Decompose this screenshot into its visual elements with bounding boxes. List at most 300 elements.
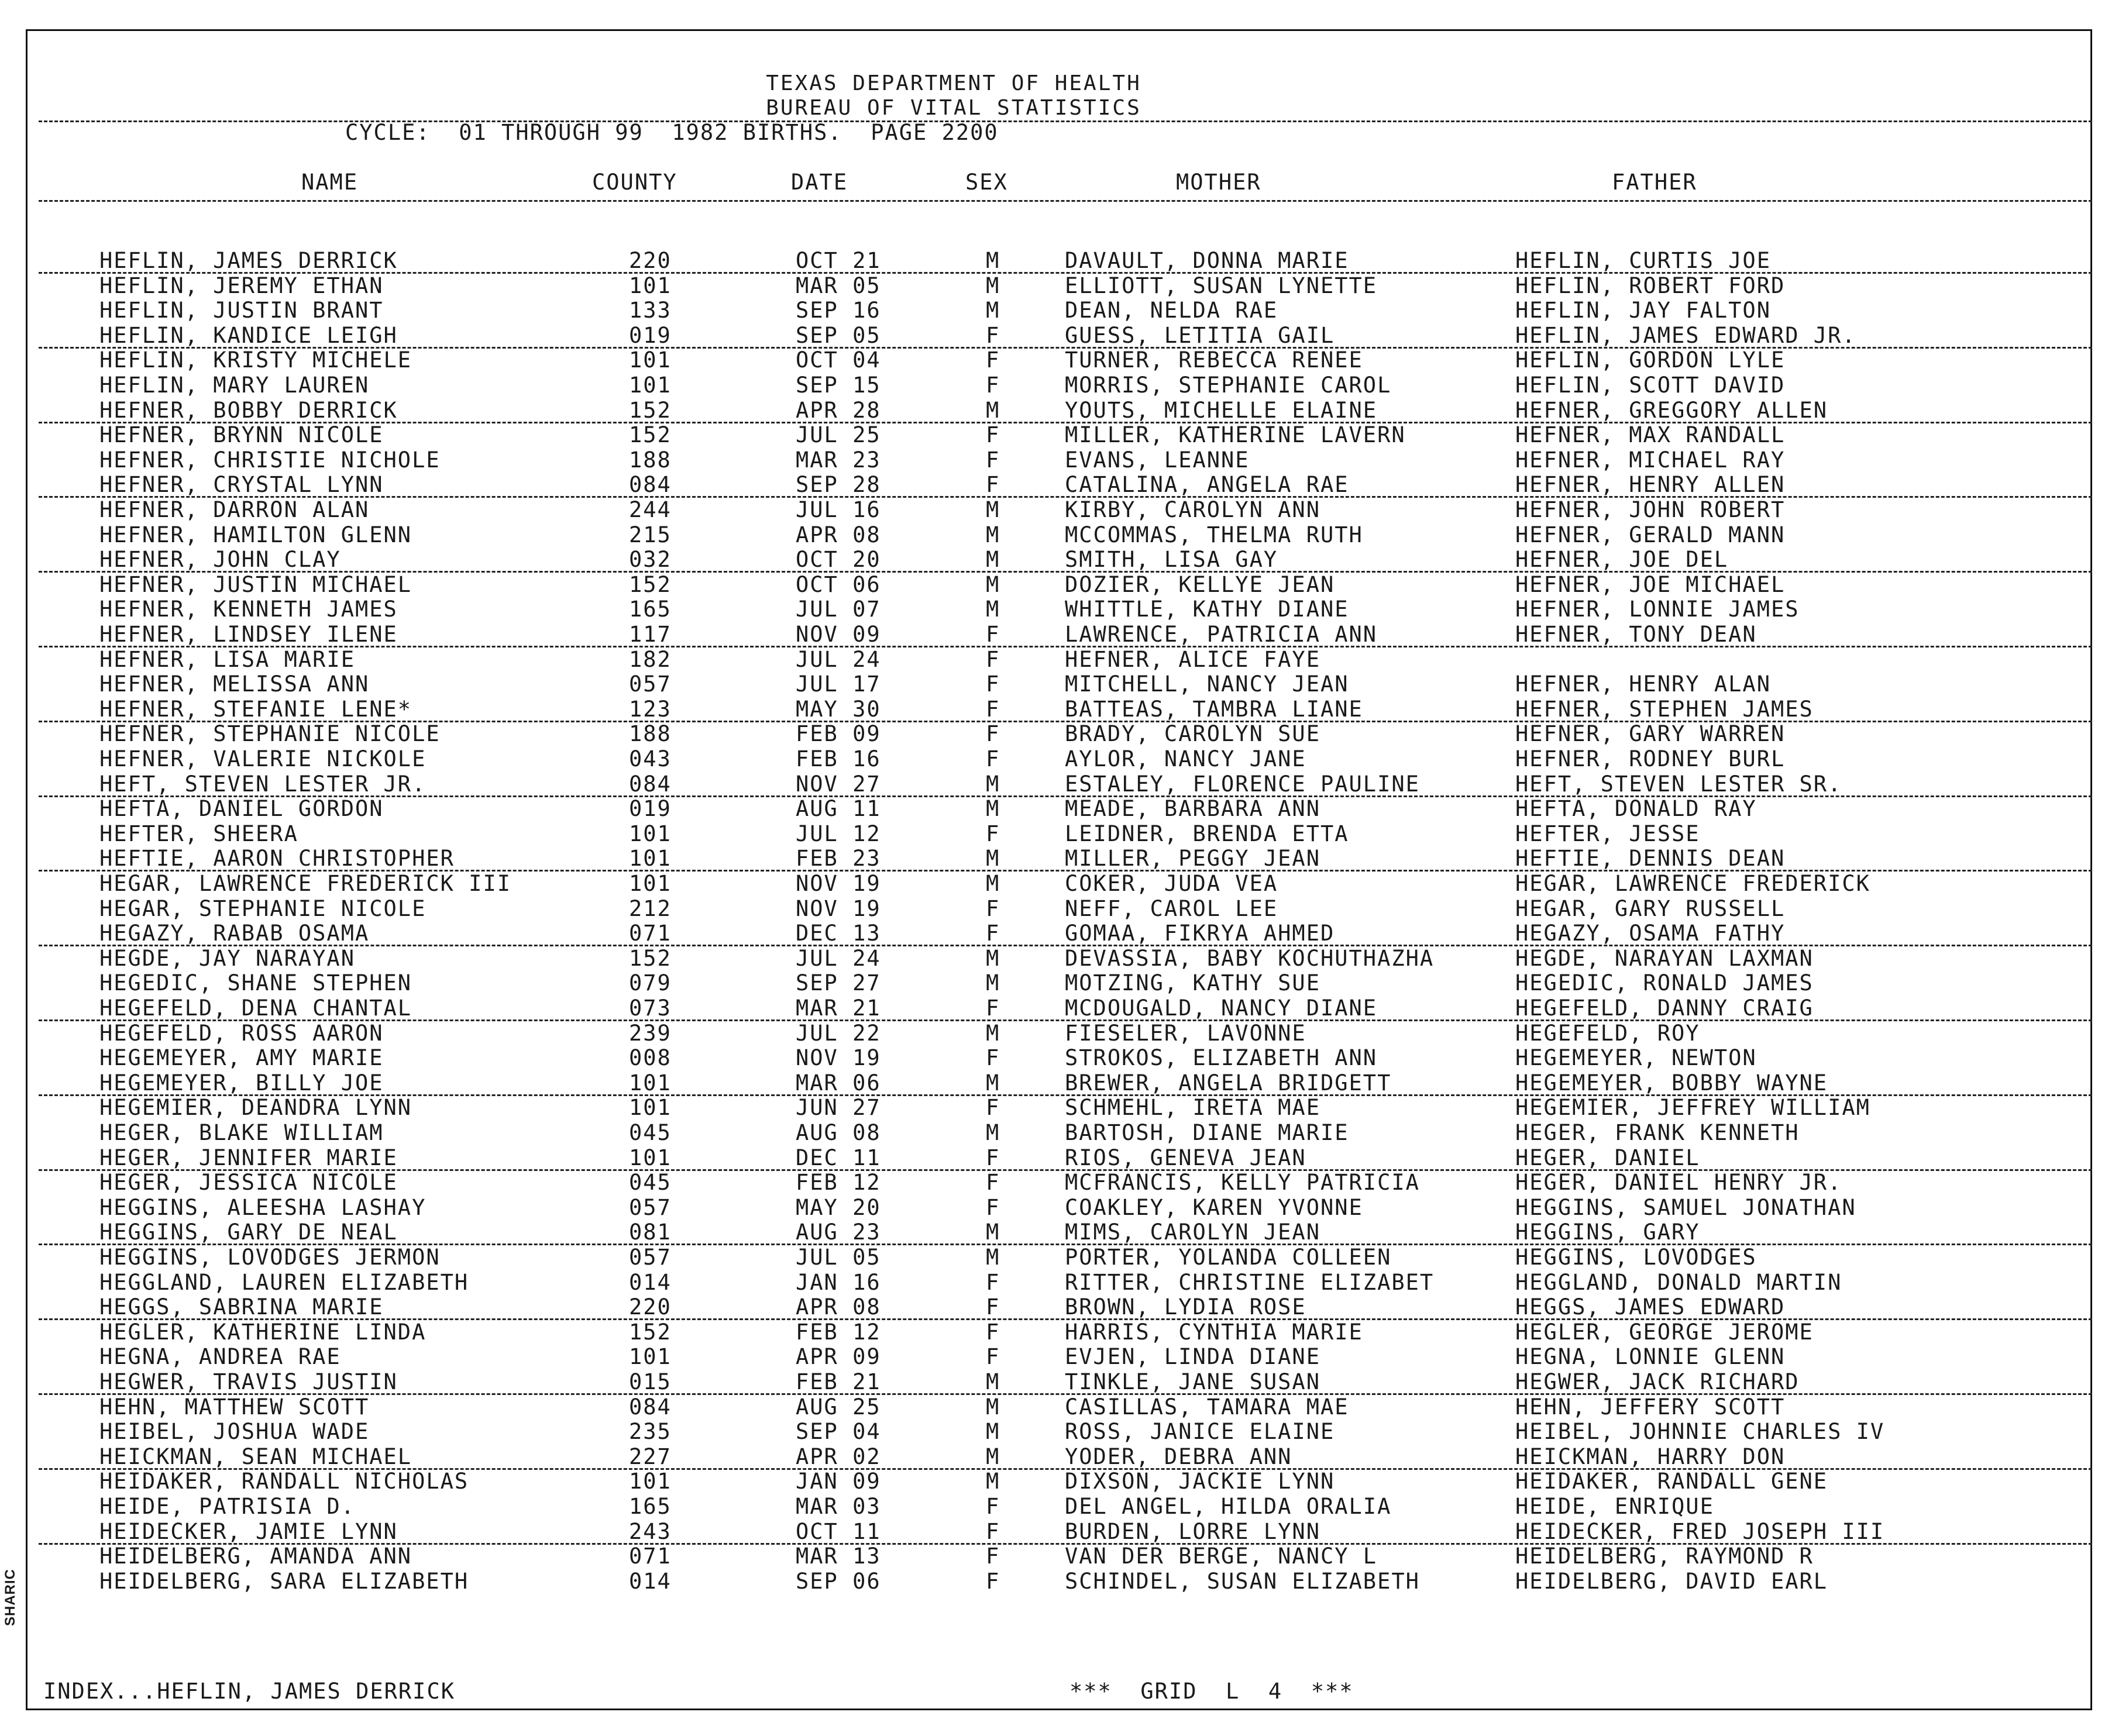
cell-date: FEB 09 xyxy=(796,721,881,747)
cell-mother: MCCOMMAS, THELMA RUTH xyxy=(1065,522,1363,547)
cell-date: APR 28 xyxy=(796,397,881,423)
cell-name: HEFNER, BRYNN NICOLE xyxy=(99,422,384,448)
cell-sex: F xyxy=(986,347,1000,373)
cell-name: HEFNER, VALERIE NICKOLE xyxy=(99,746,427,771)
cell-father: HEIDELBERG, DAVID EARL xyxy=(1515,1568,1828,1594)
cell-mother: BARTOSH, DIANE MARIE xyxy=(1065,1120,1349,1145)
cell-mother: LEIDNER, BRENDA ETTA xyxy=(1065,821,1349,846)
cell-date: FEB 21 xyxy=(796,1369,881,1394)
cell-father: HEFNER, JOE DEL xyxy=(1515,547,1729,573)
cell-father: HEFLIN, CURTIS JOE xyxy=(1515,248,1771,273)
cell-father: HEHN, JEFFERY SCOTT xyxy=(1515,1394,1786,1420)
cell-sex: M xyxy=(986,796,1000,822)
cell-mother: STROKOS, ELIZABETH ANN xyxy=(1065,1045,1378,1071)
cell-father: HEFLIN, GORDON LYLE xyxy=(1515,347,1786,373)
cell-mother: AYLOR, NANCY JANE xyxy=(1065,746,1306,771)
cell-father: HEFNER, STEPHEN JAMES xyxy=(1515,696,1814,722)
cell-county: 045 xyxy=(629,1170,672,1196)
cell-mother: DAVAULT, DONNA MARIE xyxy=(1065,248,1349,273)
column-header-sex: SEX xyxy=(965,170,1008,195)
cell-sex: M xyxy=(986,1020,1000,1046)
cell-mother: LAWRENCE, PATRICIA ANN xyxy=(1065,622,1378,647)
cell-father: HEGGINS, GARY xyxy=(1515,1220,1700,1245)
cell-sex: M xyxy=(986,273,1000,298)
cell-mother: MITCHELL, NANCY JEAN xyxy=(1065,671,1349,697)
cell-father: HEGEFELD, DANNY CRAIG xyxy=(1515,996,1814,1021)
cell-name: HEGEMEYER, BILLY JOE xyxy=(99,1070,384,1096)
cell-father: HEGDE, NARAYAN LAXMAN xyxy=(1515,945,1814,971)
cell-date: MAR 06 xyxy=(796,1070,881,1096)
cell-name: HEGAR, STEPHANIE NICOLE xyxy=(99,895,427,921)
cell-father: HEFNER, TONY DEAN xyxy=(1515,622,1757,647)
cell-sex: F xyxy=(986,447,1000,473)
cell-father: HEFTER, JESSE xyxy=(1515,821,1700,846)
cell-mother: COKER, JUDA VEA xyxy=(1065,871,1278,896)
cell-date: NOV 09 xyxy=(796,622,881,647)
cell-sex: F xyxy=(986,1518,1000,1544)
cell-name: HEGGINS, LOVODGES JERMON xyxy=(99,1245,441,1270)
cell-father: HEGEMEYER, NEWTON xyxy=(1515,1045,1757,1071)
cell-mother: MILLER, KATHERINE LAVERN xyxy=(1065,422,1406,448)
cell-sex: F xyxy=(986,1544,1000,1569)
cell-name: HEFNER, STEFANIE LENE* xyxy=(99,696,412,722)
cell-mother: BURDEN, LORRE LYNN xyxy=(1065,1518,1320,1544)
cell-mother: RITTER, CHRISTINE ELIZABET xyxy=(1065,1269,1435,1295)
cell-mother: GUESS, LETITIA GAIL xyxy=(1065,322,1335,348)
cell-name: HEFLIN, JAMES DERRICK xyxy=(99,248,398,273)
cell-mother: FIESELER, LAVONNE xyxy=(1065,1020,1306,1046)
cell-county: 152 xyxy=(629,945,672,971)
cell-county: 101 xyxy=(629,1145,672,1170)
cell-mother: KIRBY, CAROLYN ANN xyxy=(1065,497,1320,522)
cell-date: SEP 06 xyxy=(796,1568,881,1594)
column-header-divider xyxy=(39,200,2092,202)
cell-sex: F xyxy=(986,1494,1000,1519)
cell-date: JAN 09 xyxy=(796,1469,881,1494)
cell-date: OCT 11 xyxy=(796,1518,881,1544)
cell-sex: M xyxy=(986,945,1000,971)
cell-sex: F xyxy=(986,1170,1000,1196)
cell-sex: F xyxy=(986,472,1000,498)
cell-name: HEGER, BLAKE WILLIAM xyxy=(99,1120,384,1145)
cell-name: HEFNER, JOHN CLAY xyxy=(99,547,341,573)
cell-date: MAR 21 xyxy=(796,996,881,1021)
cell-county: 152 xyxy=(629,1319,672,1345)
cell-father: HEGEMIER, JEFFREY WILLIAM xyxy=(1515,1095,1870,1121)
cell-mother: SMITH, LISA GAY xyxy=(1065,547,1278,573)
cell-date: JUL 24 xyxy=(796,646,881,672)
cell-sex: M xyxy=(986,1245,1000,1270)
cell-mother: COAKLEY, KAREN YVONNE xyxy=(1065,1194,1363,1220)
cell-sex: F xyxy=(986,1294,1000,1320)
cell-sex: F xyxy=(986,1568,1000,1594)
cell-mother: PORTER, YOLANDA COLLEEN xyxy=(1065,1245,1392,1270)
cell-mother: TINKLE, JANE SUSAN xyxy=(1065,1369,1320,1394)
cell-county: 152 xyxy=(629,397,672,423)
cell-name: HEFLIN, JEREMY ETHAN xyxy=(99,273,384,298)
cell-name: HEFLIN, KRISTY MICHELE xyxy=(99,347,412,373)
cell-mother: BREWER, ANGELA BRIDGETT xyxy=(1065,1070,1392,1096)
cell-father: HEGLER, GEORGE JEROME xyxy=(1515,1319,1814,1345)
cell-date: JUL 24 xyxy=(796,945,881,971)
cell-father: HEFTA, DONALD RAY xyxy=(1515,796,1757,822)
cell-county: 057 xyxy=(629,1245,672,1270)
cell-date: AUG 11 xyxy=(796,796,881,822)
cell-name: HEFT, STEVEN LESTER JR. xyxy=(99,771,427,797)
cell-name: HEFNER, CHRISTIE NICHOLE xyxy=(99,447,441,473)
cell-father: HEFT, STEVEN LESTER SR. xyxy=(1515,771,1842,797)
cell-county: 123 xyxy=(629,696,672,722)
cell-father: HEGEFELD, ROY xyxy=(1515,1020,1700,1046)
cell-sex: M xyxy=(986,522,1000,547)
cell-name: HEIDAKER, RANDALL NICHOLAS xyxy=(99,1469,469,1494)
cell-father: HEGER, FRANK KENNETH xyxy=(1515,1120,1800,1145)
cell-county: 019 xyxy=(629,796,672,822)
cell-father: HEIDAKER, RANDALL GENE xyxy=(1515,1469,1828,1494)
column-header-name: NAME xyxy=(301,170,359,195)
header-bureau: BUREAU OF VITAL STATISTICS xyxy=(766,96,1141,120)
cell-father: HEGAR, LAWRENCE FREDERICK xyxy=(1515,871,1870,896)
cell-name: HEGAZY, RABAB OSAMA xyxy=(99,921,370,946)
cell-county: 071 xyxy=(629,1544,672,1569)
cell-sex: M xyxy=(986,248,1000,273)
cell-mother: YODER, DEBRA ANN xyxy=(1065,1444,1292,1469)
cell-date: DEC 13 xyxy=(796,921,881,946)
cell-date: JUN 27 xyxy=(796,1095,881,1121)
cell-date: FEB 12 xyxy=(796,1319,881,1345)
cell-county: 101 xyxy=(629,1070,672,1096)
cell-mother: CASILLAS, TAMARA MAE xyxy=(1065,1394,1349,1420)
cell-father: HEFTIE, DENNIS DEAN xyxy=(1515,846,1786,872)
cell-father: HEGAZY, OSAMA FATHY xyxy=(1515,921,1786,946)
cell-mother: RIOS, GENEVA JEAN xyxy=(1065,1145,1306,1170)
cell-father: HEIDE, ENRIQUE xyxy=(1515,1494,1714,1519)
footer-grid: *** GRID L 4 *** xyxy=(1069,1679,1354,1704)
cell-father: HEGWER, JACK RICHARD xyxy=(1515,1369,1800,1394)
cell-name: HEFNER, BOBBY DERRICK xyxy=(99,397,398,423)
cell-county: 014 xyxy=(629,1568,672,1594)
cell-county: 101 xyxy=(629,1469,672,1494)
cell-county: 117 xyxy=(629,622,672,647)
cell-date: SEP 28 xyxy=(796,472,881,498)
cell-father: HEGGINS, SAMUEL JONATHAN xyxy=(1515,1194,1856,1220)
cell-sex: F xyxy=(986,422,1000,448)
cell-mother: DEAN, NELDA RAE xyxy=(1065,298,1278,323)
cell-mother: EVJEN, LINDA DIANE xyxy=(1065,1344,1320,1370)
cell-sex: F xyxy=(986,1145,1000,1170)
side-label: SHARIC xyxy=(2,1568,18,1626)
cell-name: HEGEFELD, DENA CHANTAL xyxy=(99,996,412,1021)
cell-mother: HARRIS, CYNTHIA MARIE xyxy=(1065,1319,1363,1345)
cell-mother: BATTEAS, TAMBRA LIANE xyxy=(1065,696,1363,722)
cell-date: FEB 23 xyxy=(796,846,881,872)
cell-county: 152 xyxy=(629,571,672,597)
cell-father: HEIBEL, JOHNNIE CHARLES IV xyxy=(1515,1419,1885,1445)
cell-sex: M xyxy=(986,1070,1000,1096)
cell-father: HEICKMAN, HARRY DON xyxy=(1515,1444,1786,1469)
cell-mother: WHITTLE, KATHY DIANE xyxy=(1065,597,1349,622)
cell-date: JUL 17 xyxy=(796,671,881,697)
cell-county: 081 xyxy=(629,1220,672,1245)
cell-name: HEFNER, LINDSEY ILENE xyxy=(99,622,398,647)
cell-date: SEP 27 xyxy=(796,970,881,996)
cell-date: MAY 30 xyxy=(796,696,881,722)
cell-father: HEGER, DANIEL HENRY JR. xyxy=(1515,1170,1842,1196)
cell-name: HEFLIN, MARY LAUREN xyxy=(99,373,370,398)
cell-date: SEP 15 xyxy=(796,373,881,398)
cell-sex: F xyxy=(986,895,1000,921)
cell-mother: MOTZING, KATHY SUE xyxy=(1065,970,1320,996)
cell-county: 244 xyxy=(629,497,672,522)
cell-sex: M xyxy=(986,1419,1000,1445)
cell-name: HEFNER, CRYSTAL LYNN xyxy=(99,472,384,498)
cell-father: HEFNER, GARY WARREN xyxy=(1515,721,1786,747)
cell-father: HEGGINS, LOVODGES xyxy=(1515,1245,1757,1270)
cell-county: 019 xyxy=(629,322,672,348)
cell-county: 182 xyxy=(629,646,672,672)
cell-mother: VAN DER BERGE, NANCY L xyxy=(1065,1544,1378,1569)
cell-name: HEGAR, LAWRENCE FREDERICK III xyxy=(99,871,512,896)
cell-county: 101 xyxy=(629,1095,672,1121)
cell-date: NOV 19 xyxy=(796,1045,881,1071)
cell-name: HEFNER, JUSTIN MICHAEL xyxy=(99,571,412,597)
cell-sex: M xyxy=(986,597,1000,622)
cell-county: 215 xyxy=(629,522,672,547)
cell-county: 057 xyxy=(629,671,672,697)
cell-sex: M xyxy=(986,547,1000,573)
cell-county: 220 xyxy=(629,248,672,273)
cell-date: OCT 20 xyxy=(796,547,881,573)
cell-date: SEP 04 xyxy=(796,1419,881,1445)
cell-father: HEFLIN, ROBERT FORD xyxy=(1515,273,1786,298)
cell-name: HEIDE, PATRISIA D. xyxy=(99,1494,355,1519)
cell-sex: F xyxy=(986,671,1000,697)
cell-mother: MORRIS, STEPHANIE CAROL xyxy=(1065,373,1392,398)
column-header-county: COUNTY xyxy=(592,170,677,195)
column-header-date: DATE xyxy=(791,170,848,195)
cell-father: HEFNER, HENRY ALLEN xyxy=(1515,472,1786,498)
cell-county: 101 xyxy=(629,273,672,298)
cell-sex: M xyxy=(986,298,1000,323)
cell-county: 032 xyxy=(629,547,672,573)
cell-date: JUL 05 xyxy=(796,1245,881,1270)
cell-county: 133 xyxy=(629,298,672,323)
cell-date: JAN 16 xyxy=(796,1269,881,1295)
cell-date: FEB 12 xyxy=(796,1170,881,1196)
cell-name: HEIDECKER, JAMIE LYNN xyxy=(99,1518,398,1544)
cell-mother: SCHMEHL, IRETA MAE xyxy=(1065,1095,1320,1121)
cell-father: HEGEDIC, RONALD JAMES xyxy=(1515,970,1814,996)
cell-date: FEB 16 xyxy=(796,746,881,771)
column-header-mother: MOTHER xyxy=(1176,170,1261,195)
cell-sex: F xyxy=(986,622,1000,647)
cell-county: 101 xyxy=(629,1344,672,1370)
cell-county: 101 xyxy=(629,871,672,896)
cell-name: HEGLER, KATHERINE LINDA xyxy=(99,1319,427,1345)
cell-mother: DEL ANGEL, HILDA ORALIA xyxy=(1065,1494,1392,1519)
cell-sex: F xyxy=(986,821,1000,846)
cell-mother: HEFNER, ALICE FAYE xyxy=(1065,646,1320,672)
cell-date: SEP 05 xyxy=(796,322,881,348)
cell-name: HEGER, JENNIFER MARIE xyxy=(99,1145,398,1170)
cell-father: HEFNER, RODNEY BURL xyxy=(1515,746,1786,771)
cell-sex: F xyxy=(986,996,1000,1021)
cell-date: JUL 16 xyxy=(796,497,881,522)
cell-name: HEGGINS, ALEESHA LASHAY xyxy=(99,1194,427,1220)
cell-county: 084 xyxy=(629,771,672,797)
cell-date: MAR 05 xyxy=(796,273,881,298)
cell-mother: BRADY, CAROLYN SUE xyxy=(1065,721,1320,747)
cell-date: JUL 12 xyxy=(796,821,881,846)
cell-county: 043 xyxy=(629,746,672,771)
cell-name: HEHN, MATTHEW SCOTT xyxy=(99,1394,370,1420)
cell-county: 045 xyxy=(629,1120,672,1145)
cell-mother: TURNER, REBECCA RENEE xyxy=(1065,347,1363,373)
cell-father: HEFNER, MAX RANDALL xyxy=(1515,422,1786,448)
cell-date: APR 09 xyxy=(796,1344,881,1370)
cell-date: MAY 20 xyxy=(796,1194,881,1220)
cell-sex: M xyxy=(986,1220,1000,1245)
cell-county: 220 xyxy=(629,1294,672,1320)
cell-name: HEFNER, LISA MARIE xyxy=(99,646,355,672)
cell-mother: GOMAA, FIKRYA AHMED xyxy=(1065,921,1335,946)
cell-father: HEFNER, GREGGORY ALLEN xyxy=(1515,397,1828,423)
cell-county: 084 xyxy=(629,1394,672,1420)
cell-date: OCT 06 xyxy=(796,571,881,597)
cell-county: 243 xyxy=(629,1518,672,1544)
cell-mother: BROWN, LYDIA ROSE xyxy=(1065,1294,1306,1320)
cell-name: HEGER, JESSICA NICOLE xyxy=(99,1170,398,1196)
cell-name: HEFNER, MELISSA ANN xyxy=(99,671,370,697)
cell-mother: ROSS, JANICE ELAINE xyxy=(1065,1419,1335,1445)
cell-father: HEFLIN, SCOTT DAVID xyxy=(1515,373,1786,398)
cell-county: 235 xyxy=(629,1419,672,1445)
cell-date: SEP 16 xyxy=(796,298,881,323)
cell-county: 008 xyxy=(629,1045,672,1071)
cell-sex: M xyxy=(986,771,1000,797)
cycle-info: CYCLE: 01 THROUGH 99 1982 BIRTHS. PAGE 2200 xyxy=(345,120,999,145)
cell-mother: ELLIOTT, SUSAN LYNETTE xyxy=(1065,273,1378,298)
cell-name: HEGEMEYER, AMY MARIE xyxy=(99,1045,384,1071)
cell-name: HEGGS, SABRINA MARIE xyxy=(99,1294,384,1320)
cell-father: HEFNER, JOE MICHAEL xyxy=(1515,571,1786,597)
cell-father: HEGNA, LONNIE GLENN xyxy=(1515,1344,1786,1370)
cell-father: HEGER, DANIEL xyxy=(1515,1145,1700,1170)
cell-father: HEGAR, GARY RUSSELL xyxy=(1515,895,1786,921)
cell-date: APR 08 xyxy=(796,1294,881,1320)
cell-name: HEFNER, HAMILTON GLENN xyxy=(99,522,412,547)
cell-sex: F xyxy=(986,1344,1000,1370)
cell-name: HEGGLAND, LAUREN ELIZABETH xyxy=(99,1269,469,1295)
cell-county: 152 xyxy=(629,422,672,448)
cell-date: MAR 23 xyxy=(796,447,881,473)
cell-mother: MILLER, PEGGY JEAN xyxy=(1065,846,1320,872)
cell-county: 057 xyxy=(629,1194,672,1220)
cell-county: 101 xyxy=(629,373,672,398)
cell-name: HEFTIE, AARON CHRISTOPHER xyxy=(99,846,455,872)
cell-sex: M xyxy=(986,571,1000,597)
cell-county: 014 xyxy=(629,1269,672,1295)
cell-father: HEFNER, GERALD MANN xyxy=(1515,522,1786,547)
cell-name: HEGDE, JAY NARAYAN xyxy=(99,945,355,971)
cell-county: 212 xyxy=(629,895,672,921)
cell-date: APR 02 xyxy=(796,1444,881,1469)
cell-father: HEGGS, JAMES EDWARD xyxy=(1515,1294,1786,1320)
cell-name: HEFNER, STEPHANIE NICOLE xyxy=(99,721,441,747)
cell-name: HEIBEL, JOSHUA WADE xyxy=(99,1419,370,1445)
cell-sex: M xyxy=(986,1394,1000,1420)
cell-father: HEFLIN, JAY FALTON xyxy=(1515,298,1771,323)
cell-father: HEFNER, LONNIE JAMES xyxy=(1515,597,1800,622)
cell-sex: M xyxy=(986,871,1000,896)
cell-name: HEGNA, ANDREA RAE xyxy=(99,1344,341,1370)
cell-county: 101 xyxy=(629,821,672,846)
cell-sex: F xyxy=(986,1095,1000,1121)
cell-date: NOV 19 xyxy=(796,895,881,921)
cell-father: HEFLIN, JAMES EDWARD JR. xyxy=(1515,322,1856,348)
cell-sex: M xyxy=(986,1469,1000,1494)
cell-date: AUG 08 xyxy=(796,1120,881,1145)
cell-name: HEIDELBERG, SARA ELIZABETH xyxy=(99,1568,469,1594)
header-agency: TEXAS DEPARTMENT OF HEALTH xyxy=(766,71,1141,95)
cell-name: HEIDELBERG, AMANDA ANN xyxy=(99,1544,412,1569)
cell-name: HEFTA, DANIEL GORDON xyxy=(99,796,384,822)
cell-county: 071 xyxy=(629,921,672,946)
cell-mother: ESTALEY, FLORENCE PAULINE xyxy=(1065,771,1420,797)
cell-father: HEFNER, JOHN ROBERT xyxy=(1515,497,1786,522)
cell-father: HEGGLAND, DONALD MARTIN xyxy=(1515,1269,1842,1295)
cell-sex: F xyxy=(986,921,1000,946)
cell-date: MAR 03 xyxy=(796,1494,881,1519)
cell-county: 084 xyxy=(629,472,672,498)
cell-county: 101 xyxy=(629,846,672,872)
cell-sex: M xyxy=(986,970,1000,996)
cell-date: DEC 11 xyxy=(796,1145,881,1170)
cell-name: HEFNER, DARRON ALAN xyxy=(99,497,370,522)
cell-father: HEFNER, MICHAEL RAY xyxy=(1515,447,1786,473)
cell-name: HEGEFELD, ROSS AARON xyxy=(99,1020,384,1046)
cell-county: 015 xyxy=(629,1369,672,1394)
cell-date: NOV 19 xyxy=(796,871,881,896)
cell-sex: M xyxy=(986,1120,1000,1145)
cell-father: HEIDELBERG, RAYMOND R xyxy=(1515,1544,1814,1569)
cell-date: AUG 23 xyxy=(796,1220,881,1245)
cell-name: HEFLIN, KANDICE LEIGH xyxy=(99,322,398,348)
cell-date: OCT 04 xyxy=(796,347,881,373)
cell-name: HEFLIN, JUSTIN BRANT xyxy=(99,298,384,323)
cell-sex: F xyxy=(986,1045,1000,1071)
cell-county: 101 xyxy=(629,347,672,373)
cell-date: NOV 27 xyxy=(796,771,881,797)
cell-name: HEICKMAN, SEAN MICHAEL xyxy=(99,1444,412,1469)
cell-county: 073 xyxy=(629,996,672,1021)
cell-mother: MEADE, BARBARA ANN xyxy=(1065,796,1320,822)
cell-father: HEFNER, HENRY ALAN xyxy=(1515,671,1771,697)
cell-mother: DEVASSIA, BABY KOCHUTHAZHA xyxy=(1065,945,1435,971)
cell-date: APR 08 xyxy=(796,522,881,547)
cell-mother: SCHINDEL, SUSAN ELIZABETH xyxy=(1065,1568,1420,1594)
cell-sex: F xyxy=(986,721,1000,747)
cell-sex: F xyxy=(986,696,1000,722)
cell-county: 165 xyxy=(629,597,672,622)
cell-mother: CATALINA, ANGELA RAE xyxy=(1065,472,1349,498)
cell-date: MAR 13 xyxy=(796,1544,881,1569)
cell-mother: EVANS, LEANNE xyxy=(1065,447,1250,473)
cell-mother: MCDOUGALD, NANCY DIANE xyxy=(1065,996,1378,1021)
cell-father: HEIDECKER, FRED JOSEPH III xyxy=(1515,1518,1885,1544)
cell-date: JUL 07 xyxy=(796,597,881,622)
cell-county: 165 xyxy=(629,1494,672,1519)
